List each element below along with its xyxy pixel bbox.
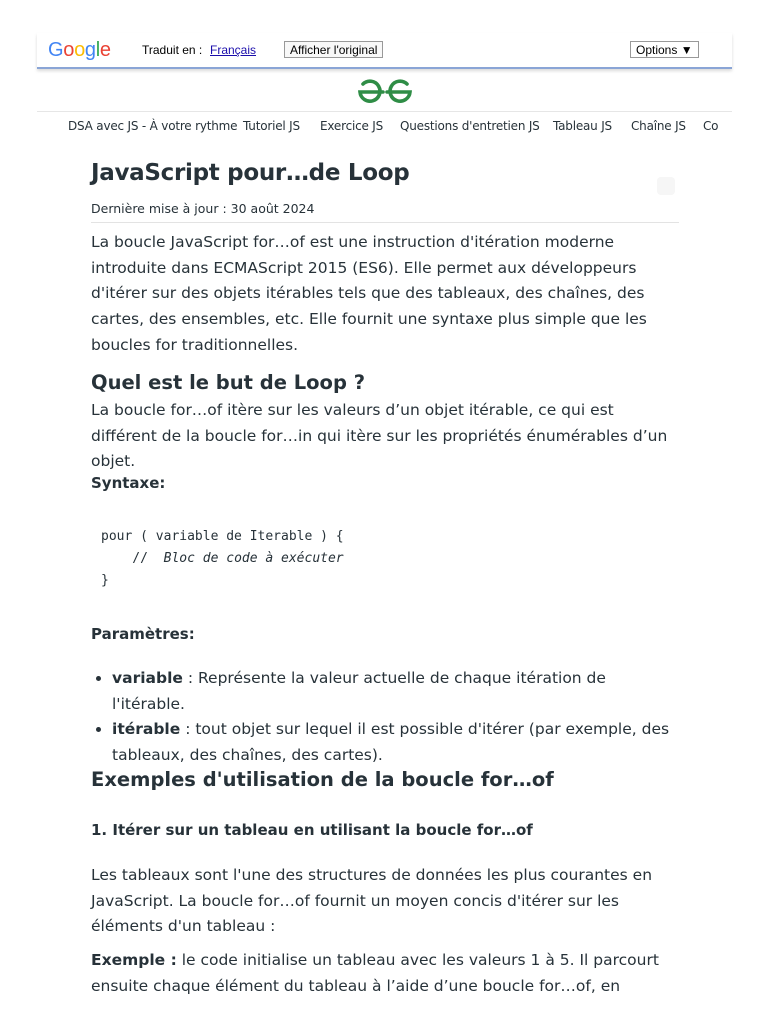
example-label: Exemple : — [91, 951, 177, 969]
nav-item-chaine[interactable]: Chaîne JS — [631, 119, 686, 133]
purpose-paragraph: La boucle for…of itère sur les valeurs d’un objet itérable, ce qui est différent de la boucle for…in qui itère sur les propriétés énumérables d’un objet. — [91, 401, 668, 471]
gfg-logo-icon[interactable] — [356, 77, 414, 105]
syntax-heading: Syntaxe: — [91, 474, 166, 492]
translated-to-label: Traduit en : — [142, 43, 203, 57]
code-comment: Bloc de code à exécuter — [163, 551, 344, 566]
example1-heading: 1. Itérer sur un tableau en utilisant la boucle for…of — [91, 821, 533, 839]
example-text: le code initialise un tableau avec les valeurs 1 à 5. Il parcourt ensuite chaque élément du tableau à l’aide d’une boucle for…of, en — [91, 951, 659, 995]
title-divider — [91, 222, 679, 223]
nav-item-more[interactable]: Co — [703, 119, 719, 133]
show-original-button[interactable]: Afficher l'original — [284, 41, 383, 58]
article — [91, 160, 679, 995]
param-desc: : Représente la valeur actuelle de chaque itération de l'itérable. — [112, 669, 606, 713]
syntax-code-block — [101, 526, 344, 592]
nav-item-dsa[interactable]: DSA avec JS - À votre rythme — [68, 119, 238, 133]
nav-item-tutoriel[interactable]: Tutoriel JS — [243, 119, 300, 133]
code-line-2-indent: // — [101, 551, 164, 566]
intro-paragraph: La boucle JavaScript for…of est une instruction d'itération moderne introduite dans ECMAScript 2015 (ES6). Elle permet aux développeurs d'itérer sur des objets itérables tels que des tableaux, des chaînes, des cartes, des ensembles, etc. Elle fournit une syntaxe plus simple que les boucles for traditionnelles. — [91, 233, 647, 354]
example1-paragraph: Les tableaux sont l'une des structures de données les plus courantes en JavaScript. La boucle for…of fournit un moyen concis d'itérer sur les éléments d'un tableau : — [91, 866, 653, 936]
nav-item-questions[interactable]: Questions d'entretien JS — [400, 119, 540, 133]
examples-heading: Exemples d'utilisation de la boucle for…of — [91, 768, 554, 791]
param-desc: : tout objet sur lequel il est possible d'itérer (par exemple, des tableaux, des chaînes, des cartes). — [112, 720, 670, 764]
topic-nav — [37, 112, 732, 140]
code-line-1: pour ( variable de Iterable ) { — [101, 529, 344, 544]
example-paragraph — [91, 948, 679, 999]
share-icon[interactable] — [657, 177, 675, 195]
google-logo: Google — [48, 39, 111, 61]
params-heading: Paramètres: — [91, 625, 195, 643]
code-line-3: } — [101, 573, 109, 588]
purpose-heading: Quel est le but de Loop ? — [91, 371, 365, 394]
last-updated: Dernière mise à jour : 30 août 2024 — [91, 201, 315, 216]
options-button[interactable]: Options ▼ — [630, 41, 699, 58]
nav-item-exercice[interactable]: Exercice JS — [320, 119, 384, 133]
list-item — [112, 717, 682, 768]
param-term: variable — [112, 669, 183, 687]
translate-bar — [37, 33, 732, 69]
param-term: itérable — [112, 720, 181, 738]
params-list — [91, 666, 682, 768]
list-item — [112, 666, 682, 717]
page-title: JavaScript pour…de Loop — [91, 160, 410, 186]
nav-item-tableau[interactable]: Tableau JS — [553, 119, 612, 133]
language-link[interactable]: Français — [210, 43, 257, 57]
